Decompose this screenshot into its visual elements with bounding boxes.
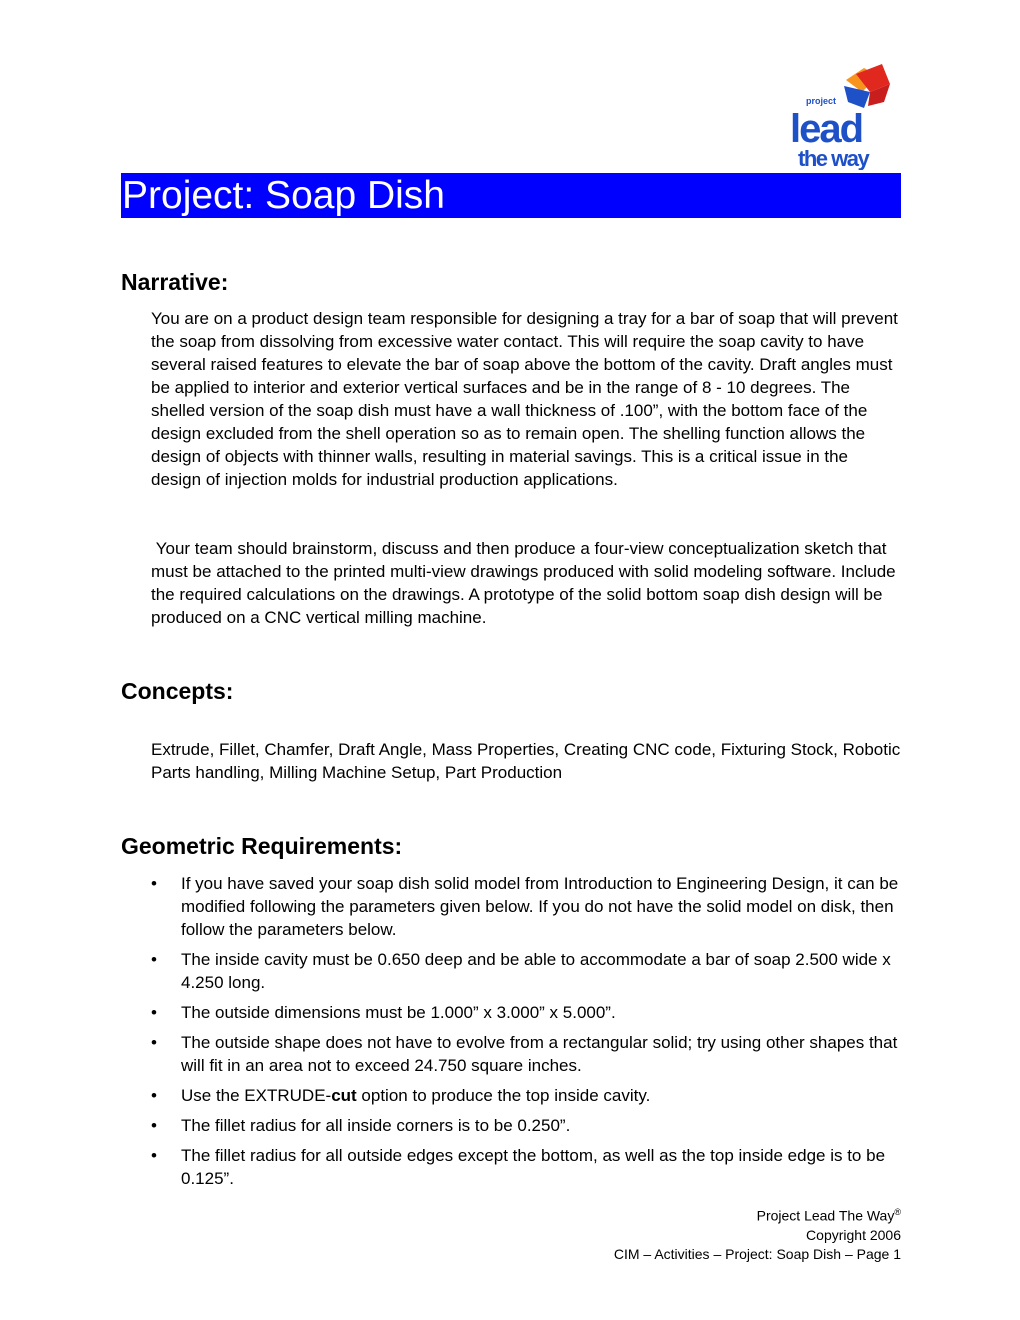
page-title: Project: Soap Dish xyxy=(122,174,445,217)
footer-line-2: Copyright 2006 xyxy=(806,1226,901,1243)
project-lead-the-way-logo xyxy=(786,62,898,170)
list-item-text: The fillet radius for all outside edges except the bottom, as well as the top inside edge is to be 0.125”. xyxy=(181,1146,886,1188)
narrative-heading: Narrative: xyxy=(121,269,229,295)
bullet-icon: • xyxy=(151,1003,157,1022)
list-item-text-post: option to produce the top inside cavity. xyxy=(356,1086,651,1105)
logo-word-lead: lead xyxy=(790,107,863,151)
list-item-text: The inside cavity must be 0.650 deep and be able to accommodate a bar of soap 2.500 wide x 4.250 long. xyxy=(181,950,891,992)
list-item xyxy=(151,1114,901,1137)
list-item xyxy=(151,948,901,994)
list-item xyxy=(151,872,901,941)
list-item xyxy=(151,1084,901,1107)
registered-mark: ® xyxy=(894,1207,901,1217)
title-bar xyxy=(121,173,901,218)
footer-line-1: Project Lead The Way® xyxy=(756,1207,901,1224)
concepts-text: Extrude, Fillet, Chamfer, Draft Angle, Mass Properties, Creating CNC code, Fixturing Stock, Robotic Parts handling, Milling Machine Setup, Part Production xyxy=(151,740,901,782)
bullet-icon: • xyxy=(151,1146,157,1165)
list-item xyxy=(151,1031,901,1077)
list-item xyxy=(151,1144,901,1190)
bullet-icon: • xyxy=(151,1033,157,1052)
bullet-icon: • xyxy=(151,950,157,969)
list-item-text-pre: Use the EXTRUDE- xyxy=(181,1086,332,1105)
logo-word-project: project xyxy=(806,96,837,106)
geometric-requirements-list xyxy=(151,872,901,1197)
list-item-text: The outside shape does not have to evolve from a rectangular solid; try using other shapes that will fit in an area not to exceed 24.750 square inches. xyxy=(181,1033,898,1075)
list-item-text: The outside dimensions must be 1.000” x 3.000” x 5.000”. xyxy=(181,1003,616,1022)
concepts-heading: Concepts: xyxy=(121,678,234,704)
narrative-paragraph-2: Your team should brainstorm, discuss and then produce a four-view conceptualization sketch that must be attached to the printed multi-view drawings produced with solid modeling software. Include the required calculations on the drawings. A prototype of the solid bottom soap dish design will be produced on a CNC vertical milling machine. xyxy=(151,539,901,627)
list-item-text: The fillet radius for all inside corners is to be 0.250”. xyxy=(181,1116,571,1135)
logo-word-the-way: the way xyxy=(798,146,869,170)
list-item-text-bold: cut xyxy=(331,1086,357,1105)
narrative-paragraph-1: You are on a product design team responsible for designing a tray for a bar of soap that will prevent the soap from dissolving from excessive water contact. This will require the soap cavity to have several raised features to elevate the bar of soap above the bottom of the cavity. Draft angles must be applied to interior and exterior vertical surfaces and be in the range of 8 - 10 degrees. The shelled version of the soap dish must have a wall thickness of .100”, with the bottom face of the design excluded from the shell operation so as to remain open. The shelling function allows the design of objects with thinner walls, resulting in material savings. This is a critical issue in the design of injection molds for industrial production applications. xyxy=(151,309,898,489)
bullet-icon: • xyxy=(151,874,157,893)
bullet-icon: • xyxy=(151,1116,157,1135)
list-item xyxy=(151,1001,901,1024)
bullet-icon: • xyxy=(151,1086,157,1105)
logo-shape-blue xyxy=(844,86,870,108)
footer-line-3: CIM – Activities – Project: Soap Dish – Page 1 xyxy=(613,1245,901,1262)
geometric-requirements-heading: Geometric Requirements: xyxy=(121,833,403,859)
list-item-text: If you have saved your soap dish solid model from Introduction to Engineering Design, it can be modified following the parameters given below. If you do not have the solid model on disk, then follow the parameters below. xyxy=(181,874,899,939)
page-footer xyxy=(614,1203,901,1264)
